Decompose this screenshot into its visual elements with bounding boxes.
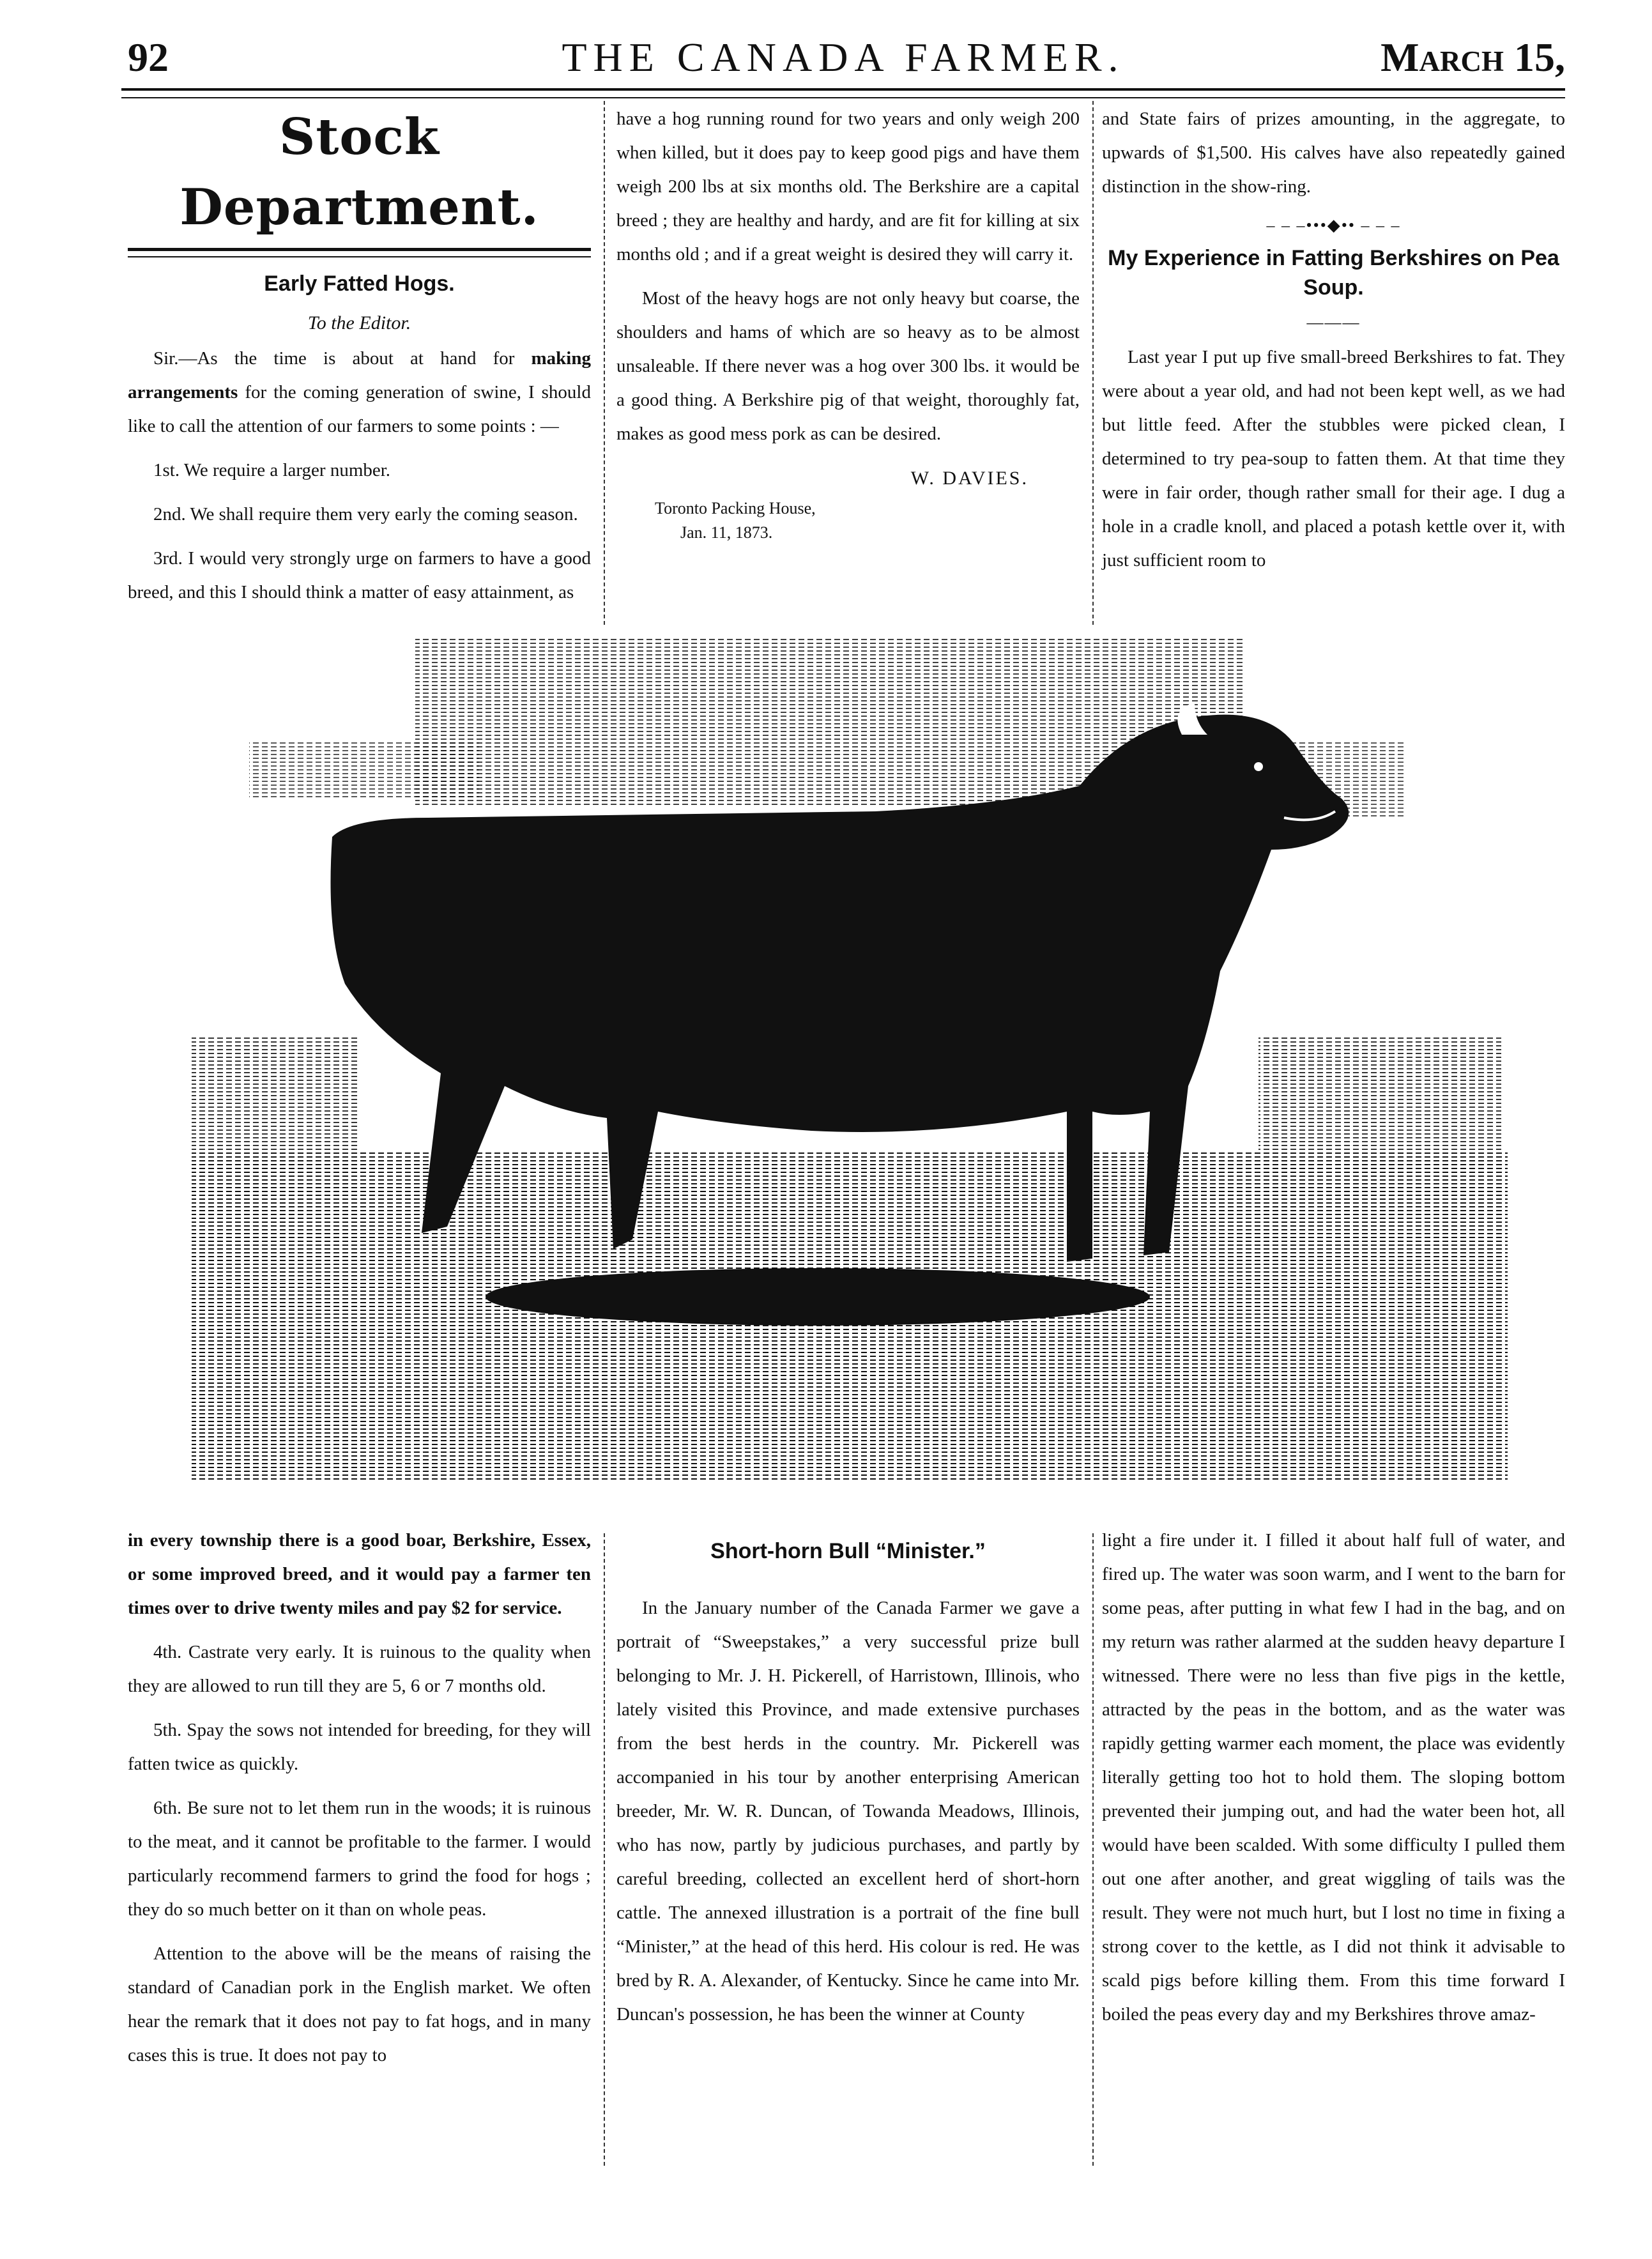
paragraph: Attention to the above will be the means of raising the standard of Canadian pork in the English market. We often hear the remark that it does not pay to fat hogs, and in many cases this is true. It does not pay to <box>128 1943 591 2065</box>
paragraph: 6th. Be sure not to let them run in the woods; it is ruinous to the meat, and it cannot be profitable to the farmer. I would particularly recommend farmers to grind the food for hogs ; they do so much better on it than on whole peas. <box>128 1798 591 1920</box>
masthead-rule <box>121 88 1565 98</box>
paragraph: in every township there is a good boar, Berkshire, Essex, or some improved breed, and it would pay a farmer ten times over to drive twenty miles and pay $2 for service. <box>128 1530 591 1618</box>
dateline-date: Jan. 11, 1873. <box>680 523 773 542</box>
paper-title: THE CANADA FARMER. <box>562 34 1125 80</box>
article-headline-bull: Short-horn Bull “Minister.” <box>710 1539 986 1563</box>
paragraph: light a fire under it. I filled it about half full of water, and fired up. The water was soon warm, and I went to the barn for some peas, after putting in what few I had in the bag, and on my return was rather alarmed at the sudden heavy departure I witnessed. There were no less than five pigs in the kettle, attracted by the peas in the bottom, and as the water was rapidly getting warmer each moment, the place was evidently literally getting too hot to hold them. The sloping bottom prevented their jumping out, and had the water been hot, all would have been scalded. With some difficulty I pulled them out one after another, and great wiggling of tails was the result. They were not much hurt, but I lost no time in fixing a strong cover to the kettle, as I did not think it advisable to scald pigs before killing them. From this time forward I boiled the peas every day and my Berkshires throve amaz- <box>1102 1530 1565 2025</box>
bull-engraving <box>172 626 1533 1520</box>
paragraph: Most of the heavy hogs are not only heavy but coarse, the shoulders and hams of which are so heavy as to be almost unsaleable. If there never was a hog over 300 lbs. it would be a good thing. A Berkshire pig of that weight, thoroughly fat, makes as good mess pork as can be desired. <box>616 288 1080 444</box>
paragraph: 4th. Castrate very early. It is ruinous to the quality when they are allowed to run till they are 5, 6 or 7 months old. <box>128 1642 591 1696</box>
column-rule-2 <box>1092 101 1094 625</box>
masthead <box>121 27 1565 84</box>
paragraph: 2nd. We shall require them very early the coming season. <box>153 504 578 525</box>
issue-date: March 15, <box>1380 34 1565 80</box>
paragraph: 1st. We require a larger number. <box>153 460 391 480</box>
page-number: 92 <box>128 34 169 80</box>
salutation: To the Editor. <box>307 312 411 333</box>
signature: W. DAVIES. <box>910 468 1029 489</box>
article-headline-pea-soup: My Experience in Fatting Berkshires on Pea Soup. <box>1108 246 1559 300</box>
column-2-bottom <box>616 1524 1080 2042</box>
column-3-top <box>1102 102 1565 588</box>
department-title: Stock Department. <box>180 108 539 236</box>
column-1-bottom <box>128 1524 591 2083</box>
headline-underline: ——— <box>1306 313 1361 332</box>
text-run: Sir.—As the time is about at hand for <box>153 348 532 369</box>
column-1-top <box>128 102 591 620</box>
column-rule-3 <box>604 1533 605 2166</box>
paragraph: In the January number of the Canada Farmer we gave a portrait of “Sweepstakes,” a very successful prize bull belonging to Mr. J. H. Pickerell, of Harristown, Illinois, who lately visited this Province, and made extensive purchases from the best herds in the country. Mr. Pickerell was accompanied in his tour by another enterprising American breeder, Mr. W. R. Duncan, of Towanda Meadows, Illinois, who has now, partly by judicious purchases, and partly by careful breeding, collected an excellent herd of short-horn cattle. The annexed illustration is a portrait of the fine bull “Minister,” at the head of this herd. His colour is red. He was bred by R. A. Alexander, of Kentucky. Since he came into Mr. Duncan's possession, he has been the winner at County <box>616 1598 1080 2025</box>
section-divider: – – –•••◆•• – – – <box>1266 216 1401 234</box>
paragraph: 3rd. I would very strongly urge on farmers to have a good breed, and this I should think a matter of easy attainment, as <box>128 548 591 602</box>
bull-shadow <box>486 1268 1150 1326</box>
paragraph <box>128 342 591 443</box>
text-run-bold: making arrangements <box>128 348 591 402</box>
paragraph: 5th. Spay the sows not intended for breeding, for they will fatten twice as quickly. <box>128 1720 591 1774</box>
article-headline-hogs: Early Fatted Hogs. <box>264 272 455 296</box>
text-run: for the coming generation of swine, I should like to call the attention of our farmers to some points : — <box>128 382 591 436</box>
paragraph: have a hog running round for two years and only weigh 200 when killed, but it does pay to keep good pigs and have them weigh 200 lbs at six months old. The Berkshire are a capital breed ; they are healthy and hardy, and are fit for killing at six months old ; and if a great weight is desired they will carry it. <box>616 109 1080 264</box>
column-2-top <box>616 102 1080 545</box>
department-rule <box>128 248 591 257</box>
paragraph: and State fairs of prizes amounting, in the aggregate, to upwards of $1,500. His calves have also repeatedly gained distinction in the show-ring. <box>1102 109 1565 197</box>
column-rule-4 <box>1092 1533 1094 2166</box>
paragraph: Last year I put up five small-breed Berkshires to fat. They were about a year old, and had not been kept well, as we had but little feed. After the stubbles were picked clean, I determined to try pea-soup to fatten them. At that time they were in fair order, though rather small for their age. I dug a hole in a cradle knoll, and placed a potash kettle over it, with just sufficient room to <box>1102 347 1565 570</box>
dateline-place: Toronto Packing House, <box>655 499 816 517</box>
column-3-bottom <box>1102 1524 1565 2042</box>
column-rule-1 <box>604 101 605 625</box>
